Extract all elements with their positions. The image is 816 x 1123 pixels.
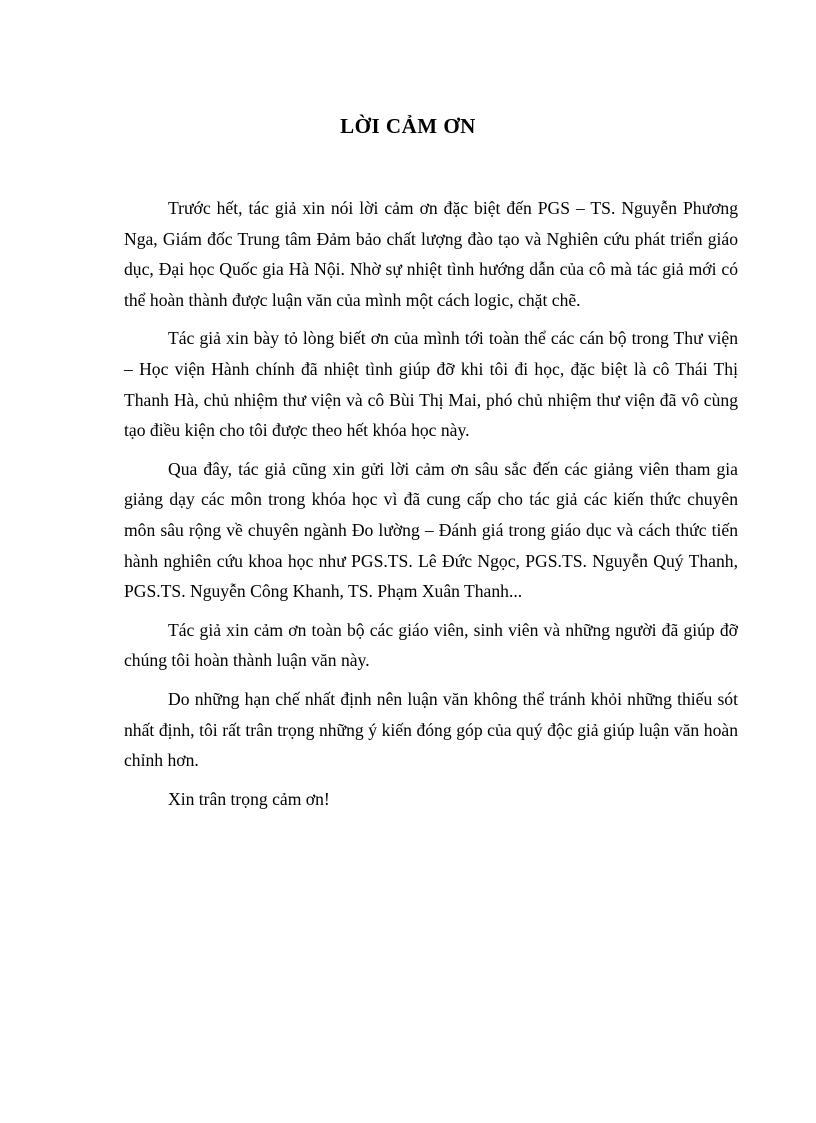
page-title: LỜI CẢM ƠN — [340, 114, 476, 138]
paragraph-closing: Xin trân trọng cảm ơn! — [168, 788, 330, 809]
acknowledgement-body — [124, 193, 738, 822]
paragraph-limitations: Do những hạn chế nhất định nên luận văn không thể tránh khỏi những thiếu sót nhất định, tôi rất trân trọng những ý kiến đóng góp của quý độc giả giúp luận văn hoàn chỉnh hơn. — [124, 688, 738, 771]
paragraph-advisor-thanks: Trước hết, tác giả xin nói lời cảm ơn đặc biệt đến PGS – TS. Nguyễn Phương Nga, Giám đốc Trung tâm Đảm bảo chất lượng đào tạo và Nghiên cứu phát triển giáo dục, Đại học Quốc gia Hà Nội. Nhờ sự nhiệt tình hướng dẫn của cô mà tác giả mới có thể hoàn thành được luận văn của mình một cách logic, chặt chẽ. — [124, 198, 738, 310]
paragraph-library-thanks: Tác giả xin bày tỏ lòng biết ơn của mình tới toàn thể các cán bộ trong Thư viện – Học viện Hành chính đã nhiệt tình giúp đỡ khi tôi đi học, đặc biệt là cô Thái Thị Thanh Hà, chủ nhiệm thư viện và cô Bùi Thị Mai, phó chủ nhiệm thư viện đã vô cùng tạo điều kiện cho tôi được theo hết khóa học này. — [124, 328, 738, 441]
paragraph-lecturers-thanks: Qua đây, tác giả cũng xin gửi lời cảm ơn sâu sắc đến các giảng viên tham gia giảng dạy các môn trong khóa học vì đã cung cấp cho tác giả các kiến thức chuyên môn sâu rộng về chuyên ngành Đo lường – Đánh giá trong giáo dục và cách thức tiến hành nghiên cứu khoa học như PGS.TS. Lê Đức Ngọc, PGS.TS. Nguyễn Quý Thanh, PGS.TS. Nguyễn Công Khanh, TS. Phạm Xuân Thanh... — [124, 458, 738, 602]
paragraph-participants-thanks: Tác giả xin cảm ơn toàn bộ các giáo viên, sinh viên và những người đã giúp đỡ chúng tôi hoàn thành luận văn này. — [124, 619, 738, 671]
